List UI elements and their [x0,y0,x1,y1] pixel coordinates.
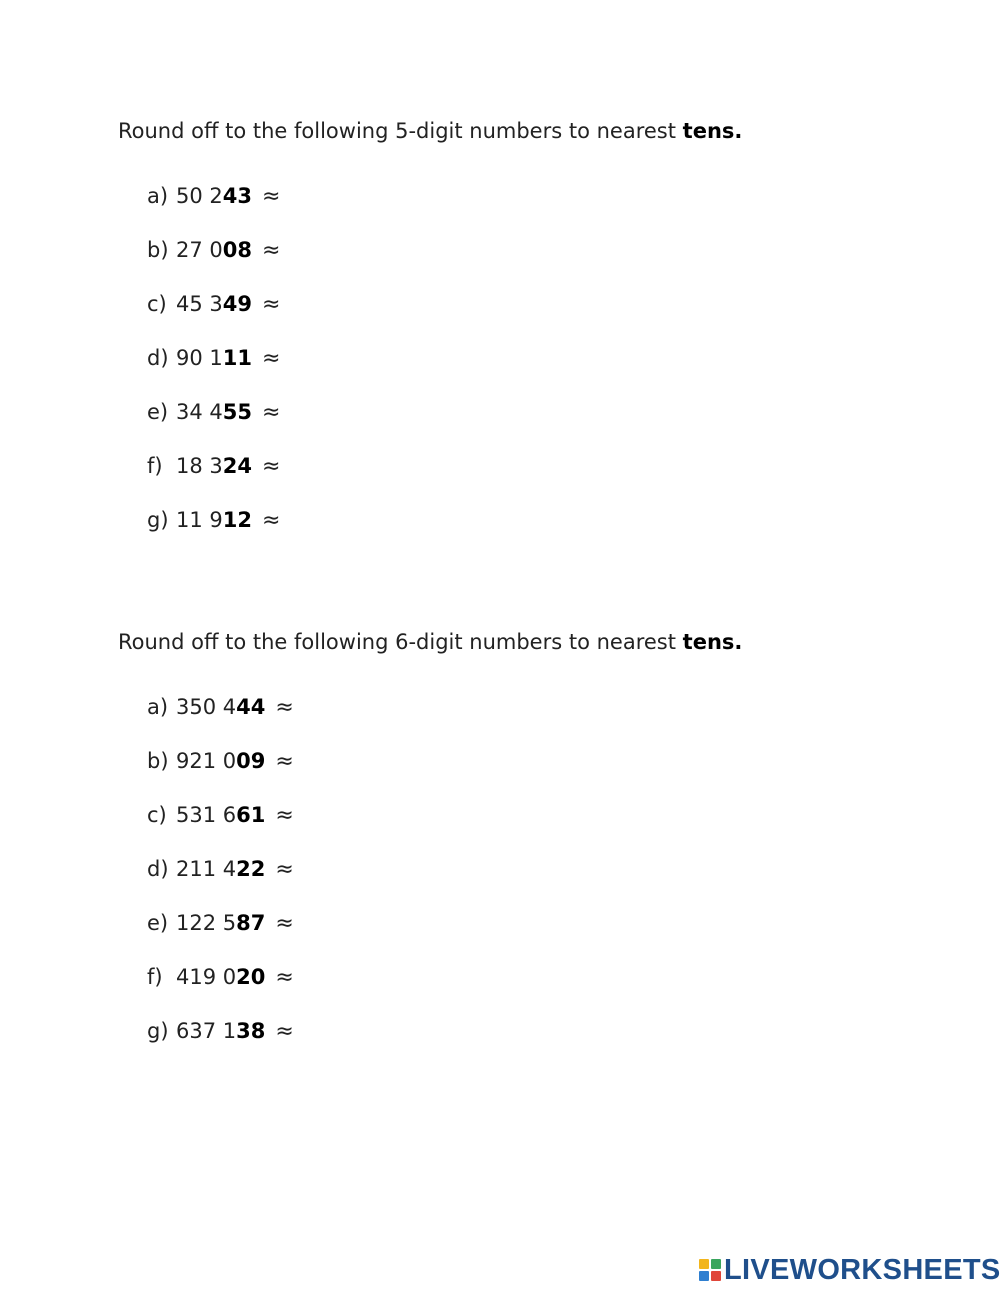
approx-symbol: ≈ [262,508,281,533]
exercise-section-2 [118,626,958,1044]
approx-symbol: ≈ [262,238,281,263]
approx-symbol: ≈ [275,1019,294,1044]
approx-symbol: ≈ [275,965,294,990]
exercise-section-1 [118,115,958,533]
question-item-d: d) 211 422 ≈ [147,853,294,886]
logo-block [711,1271,721,1281]
instruction-text: Round off to the following 6-digit numbers to nearest tens. [118,630,743,654]
approx-symbol: ≈ [262,346,281,371]
question-item-e: e) 122 587 ≈ [147,907,294,940]
logo-block [699,1259,709,1269]
question-item-a: a) 50 243 ≈ [147,180,280,213]
approx-symbol: ≈ [262,400,281,425]
question-item-c: c) 531 661 ≈ [147,799,294,832]
approx-symbol: ≈ [275,911,294,936]
logo-blocks-icon [699,1259,721,1281]
logo-text: LIVEWORKSHEETS [724,1253,1000,1286]
instruction-emphasis: tens. [682,630,743,654]
question-item-f: f) 18 324 ≈ [147,450,280,483]
approx-symbol: ≈ [262,292,281,317]
question-item-a: a) 350 444 ≈ [147,691,294,724]
question-item-d: d) 90 111 ≈ [147,342,280,375]
logo-block [699,1271,709,1281]
question-item-g: g) 11 912 ≈ [147,504,280,537]
question-item-e: e) 34 455 ≈ [147,396,280,429]
instruction-text: Round off to the following 5-digit numbers to nearest tens. [118,119,743,143]
logo-block [711,1259,721,1269]
instruction-emphasis: tens. [682,119,743,143]
question-item-g: g) 637 138 ≈ [147,1015,294,1048]
question-item-c: c) 45 349 ≈ [147,288,280,321]
approx-symbol: ≈ [262,454,281,479]
question-item-b: b) 921 009 ≈ [147,745,294,778]
approx-symbol: ≈ [275,803,294,828]
approx-symbol: ≈ [262,184,281,209]
approx-symbol: ≈ [275,749,294,774]
approx-symbol: ≈ [275,695,294,720]
question-item-f: f) 419 020 ≈ [147,961,294,994]
approx-symbol: ≈ [275,857,294,882]
liveworksheets-logo [699,1254,1000,1286]
question-item-b: b) 27 008 ≈ [147,234,280,267]
